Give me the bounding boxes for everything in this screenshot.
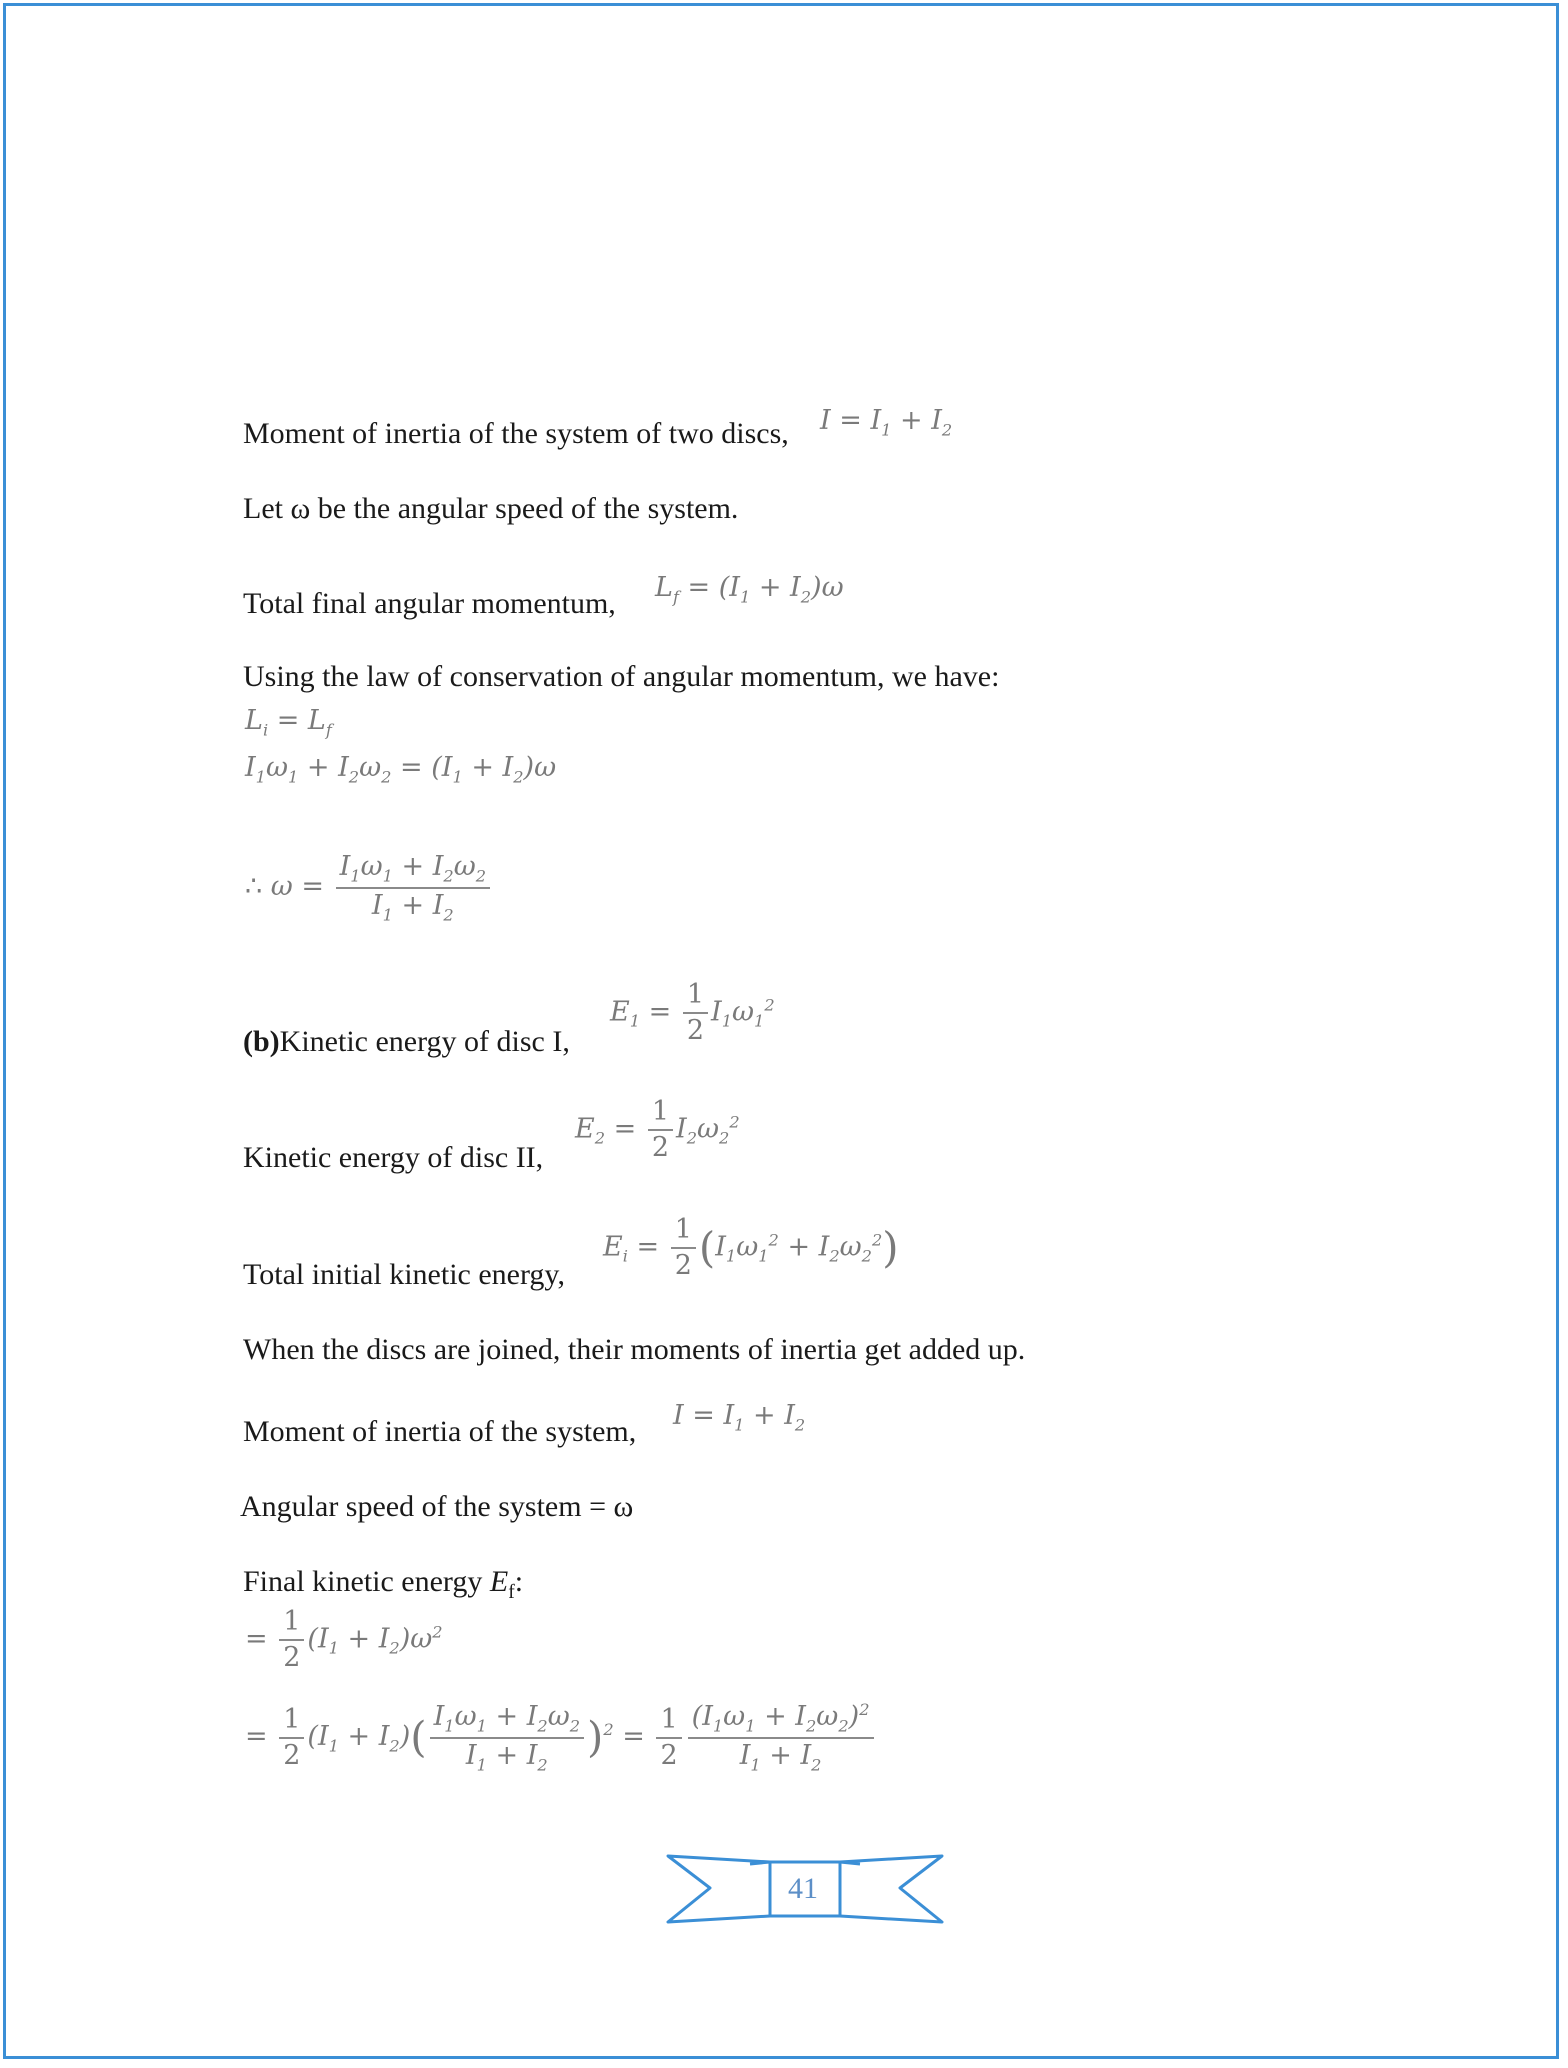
text-let-omega: Let ω be the angular speed of the system. [243,492,739,525]
equation-final-ke-1: = $\frac{1}{2}$ $(I_1 + I_2)\omega^2$ [245,1606,443,1673]
text-angular-speed: Angular speed of the system = ω [240,1490,634,1523]
final-ke-suffix: : [514,1565,524,1598]
text-final-ke [243,1565,523,1604]
equation-momentum-equal: $L_i = L_f$ [245,705,332,740]
equation-ke-disc-2: $E_2$ = $\frac{1}{2}$ $I_2\omega_2^2$ [575,1096,740,1163]
equation-final-momentum: $L_f = (I_1 + I_2)\omega$ [655,572,844,607]
equation-ke-disc-1: $E_1$ = $\frac{1}{2}$ $I_1\omega_1^2$ [610,979,775,1046]
equation-omega-solution: ∴ ω = $\frac{I_1\omega_1 + I_2\omega_2}{I_1 + I_2}$ [245,850,493,925]
text-total-initial-ke: Total initial kinetic energy, [243,1258,565,1291]
ribbon-right-tail [840,1856,942,1922]
text-moi-system: Moment of inertia of the system of two discs, [243,417,789,450]
ribbon-left-tail [668,1856,770,1922]
final-ke-subscript: f [508,1582,515,1603]
final-ke-prefix: Final kinetic energy [243,1565,490,1598]
equation-total-initial-ke: $E_i$ = $\frac{1}{2}$ $(I_1\omega_1^2 + I_2\omega_2^2)$ [603,1214,899,1281]
part-b-label: (b) [243,1025,280,1058]
page-number: 41 [788,1872,818,1905]
text-discs-joined: When the discs are joined, their moments of inertia get added up. [243,1333,1026,1366]
text-conservation-law: Using the law of conservation of angular momentum, we have: [243,660,1000,693]
text-total-final-momentum: Total final angular momentum, [243,587,616,620]
equation-moi-sum: $I = I_1 + I_2$ [820,405,953,440]
equation-moi-sum-2: $I = I_1 + I_2$ [673,1400,806,1435]
equation-final-ke-2: = $\frac{1}{2}$ $(I_1 + I_2)$( $\frac{I_1\omega_1 + I_2\omega_2}{I_1 + I_2}$ )$^2$ = $\frac{1}{2}$ $\frac{(I_1\omega_1 + I_2\omega_2)^2}{I_1 + I_2}$ [245,1700,877,1775]
text-moi-system-2: Moment of inertia of the system, [243,1415,637,1448]
text-ke-disc-2: Kinetic energy of disc II, [243,1141,544,1174]
ke-disc-1-label: Kinetic energy of disc I, [279,1025,570,1058]
text-ke-disc-1 [243,1025,570,1059]
final-ke-symbol: E [489,1565,509,1598]
equation-momentum-expanded: $I_1\omega_1 + I_2\omega_2 = (I_1 + I_2)\omega$ [245,752,557,787]
